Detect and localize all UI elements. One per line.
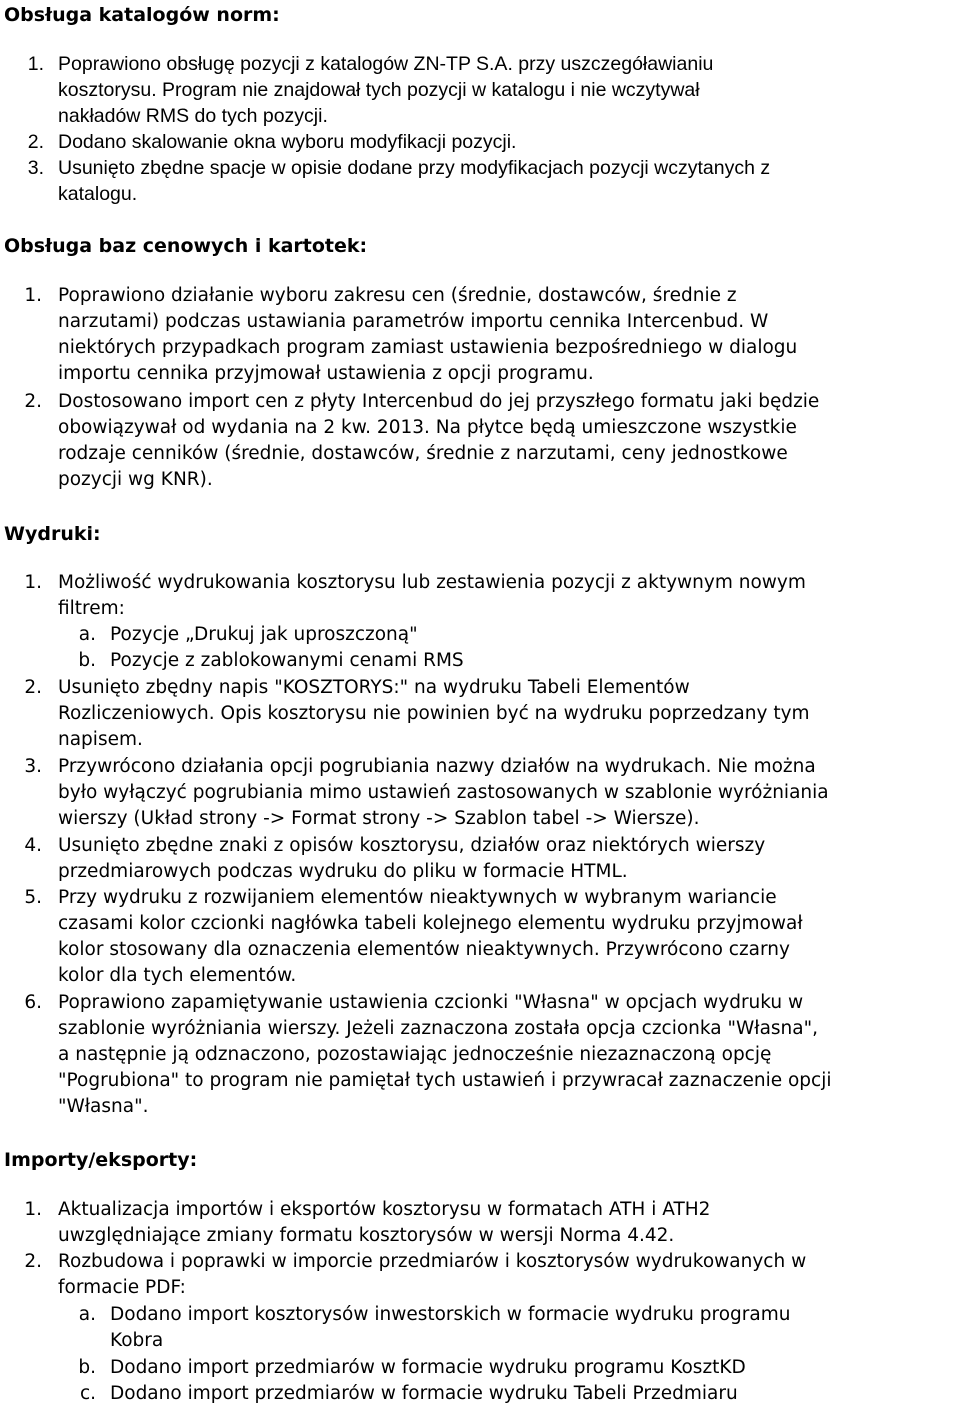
list-item [58, 51, 958, 129]
list-item-line: Usunięto zbędne spacje w opisie dodane przy modyfikacjach pozycji wczytanych z [58, 157, 771, 179]
list-item-line: było wyłączyć pogrubiania mimo ustawień zastosowanych w szablonie wyróżniania [58, 782, 829, 803]
list-item [58, 389, 958, 493]
list-number: 3. [24, 756, 42, 777]
sub-list-item-line: Dodano import kosztorysów inwestorskich w formacie wydruku programu [110, 1304, 791, 1325]
list-item-line: wierszy (Układ strony -> Format strony -> Szablon tabel -> Wiersze). [58, 808, 700, 829]
list-item-line: pozycji wg KNR). [58, 469, 213, 490]
list-item-line: kolor stosowany dla oznaczenia elementów nieaktywnych. Przywrócono czarny [58, 939, 790, 960]
list-number: 5. [24, 887, 42, 908]
list-number: 1. [27, 53, 44, 75]
list-number: 4. [24, 835, 42, 856]
list-item [58, 833, 958, 885]
section-title: Obsługa katalogów norm: [4, 4, 280, 26]
sub-list-letter: c. [79, 1383, 96, 1404]
list-item-line: Dodano skalowanie okna wyboru modyfikacji pozycji. [58, 131, 517, 153]
sub-list-letter: a. [78, 1304, 96, 1325]
list-item-line: niektórych przypadkach program zamiast ustawienia bezpośredniego w dialogu [58, 337, 798, 358]
list-number: 2. [27, 131, 44, 153]
list-item [58, 885, 958, 989]
sub-list-letter: b. [78, 1357, 96, 1378]
list-item [58, 129, 958, 155]
list-item-line: Przy wydruku z rozwijaniem elementów nieaktywnych w wybranym wariancie [58, 887, 777, 908]
sub-list-letter: b. [78, 650, 96, 671]
list-number: 1. [24, 572, 42, 593]
list-item-line: kosztorysu. Program nie znajdował tych pozycji w katalogu i nie wczytywał [58, 79, 700, 101]
sub-list-letter: a. [78, 624, 96, 645]
list-number: 3. [27, 157, 44, 179]
list-item-line: Poprawiono obsługę pozycji z katalogów ZN-TP S.A. przy uszczegóławianiu [58, 53, 714, 75]
list-number: 1. [24, 285, 42, 306]
list-item-line: rodzaje cenników (średnie, dostawców, średnie z narzutami, ceny jednostkowe [58, 443, 788, 464]
sub-list-item [110, 1381, 958, 1407]
list-item-line: nakładów RMS do tych pozycji. [58, 105, 328, 127]
list-item [58, 283, 958, 387]
list-item-line: szablonie wyróżniania wierszy. Jeżeli zaznaczona została opcja czcionka "Własna", [58, 1018, 818, 1039]
section-title: Obsługa baz cenowych i kartotek: [4, 235, 368, 257]
list-item-line: napisem. [58, 729, 143, 750]
list-item [58, 1197, 958, 1249]
list-item-line: czasami kolor czcionki nagłówka tabeli kolejnego elementu wydruku przyjmował [58, 913, 803, 934]
list-number: 1. [24, 1199, 42, 1220]
sub-list-item-line: Dodano import przedmiarów w formacie wydruku programu KosztKD [110, 1357, 746, 1378]
list-item [58, 990, 958, 1120]
list-item [58, 675, 958, 753]
list-item-line: Dostosowano import cen z płyty Intercenbud do jej przyszłego formatu jaki będzie [58, 391, 820, 412]
list-item-line: Rozliczeniowych. Opis kosztorysu nie powinien być na wydruku poprzedzany tym [58, 703, 810, 724]
list-number: 2. [24, 677, 42, 698]
list-item-line: "Własna". [58, 1096, 149, 1117]
list-item [58, 155, 958, 207]
sub-list-item: Pozycje z zablokowanymi cenami RMS [110, 650, 464, 671]
sub-list-item: Pozycje „Drukuj jak uproszczoną" [110, 624, 418, 645]
list-item-line: formacie PDF: [58, 1277, 186, 1298]
list-item-line: a następnie ją odznaczono, pozostawiając jednocześnie niezaznaczoną opcję [58, 1044, 772, 1065]
list-item-line: obowiązywał od wydania na 2 kw. 2013. Na płytce będą umieszczone wszystkie [58, 417, 797, 438]
list-item-line: "Pogrubiona" to program nie pamiętał tych ustawień i przywracał zaznaczenie opcji [58, 1070, 832, 1091]
section-title: Wydruki: [4, 523, 101, 545]
list-item-line: Poprawiono działanie wyboru zakresu cen (średnie, dostawców, średnie z [58, 285, 737, 306]
list-item-line: Możliwość wydrukowania kosztorysu lub zestawienia pozycji z aktywnym nowym [58, 572, 806, 593]
sub-list-item-line: Kobra [110, 1330, 164, 1351]
list-item-line: kolor dla tych elementów. [58, 965, 297, 986]
list-item-line: Poprawiono zapamiętywanie ustawienia czcionki "Własna" w opcjach wydruku w [58, 992, 804, 1013]
sub-list-item [110, 1302, 958, 1354]
list-number: 2. [24, 1251, 42, 1272]
list-item-line: Usunięto zbędny napis "KOSZTORYS:" na wydruku Tabeli Elementów [58, 677, 690, 698]
list-item-line: narzutami) podczas ustawiania parametrów importu cennika Intercenbud. W [58, 311, 769, 332]
list-number: 2. [24, 391, 42, 412]
sub-list-item [110, 1355, 958, 1381]
list-item-line: Usunięto zbędne znaki z opisów kosztorysu, działów oraz niektórych wierszy [58, 835, 766, 856]
sub-list-item-line: Dodano import przedmiarów w formacie wydruku Tabeli Przedmiaru [110, 1383, 738, 1404]
list-item-line: Rozbudowa i poprawki w imporcie przedmiarów i kosztorysów wydrukowanych w [58, 1251, 807, 1272]
list-item-line: importu cennika przyjmował ustawienia z opcji programu. [58, 363, 594, 384]
list-item-line: przedmiarowych podczas wydruku do pliku w formacie HTML. [58, 861, 628, 882]
list-item-line: Aktualizacja importów i eksportów kosztorysu w formatach ATH i ATH2 [58, 1199, 711, 1220]
list-item-line: uwzględniające zmiany formatu kosztorysów w wersji Norma 4.42. [58, 1225, 675, 1246]
list-item-line: Przywrócono działania opcji pogrubiania nazwy działów na wydrukach. Nie można [58, 756, 816, 777]
list-number: 6. [24, 992, 42, 1013]
list-item [58, 754, 958, 832]
list-item-line: filtrem: [58, 598, 125, 619]
section-title: Importy/eksporty: [4, 1149, 198, 1171]
list-item [58, 570, 958, 622]
list-item-line: katalogu. [58, 183, 138, 205]
list-item [58, 1249, 958, 1301]
